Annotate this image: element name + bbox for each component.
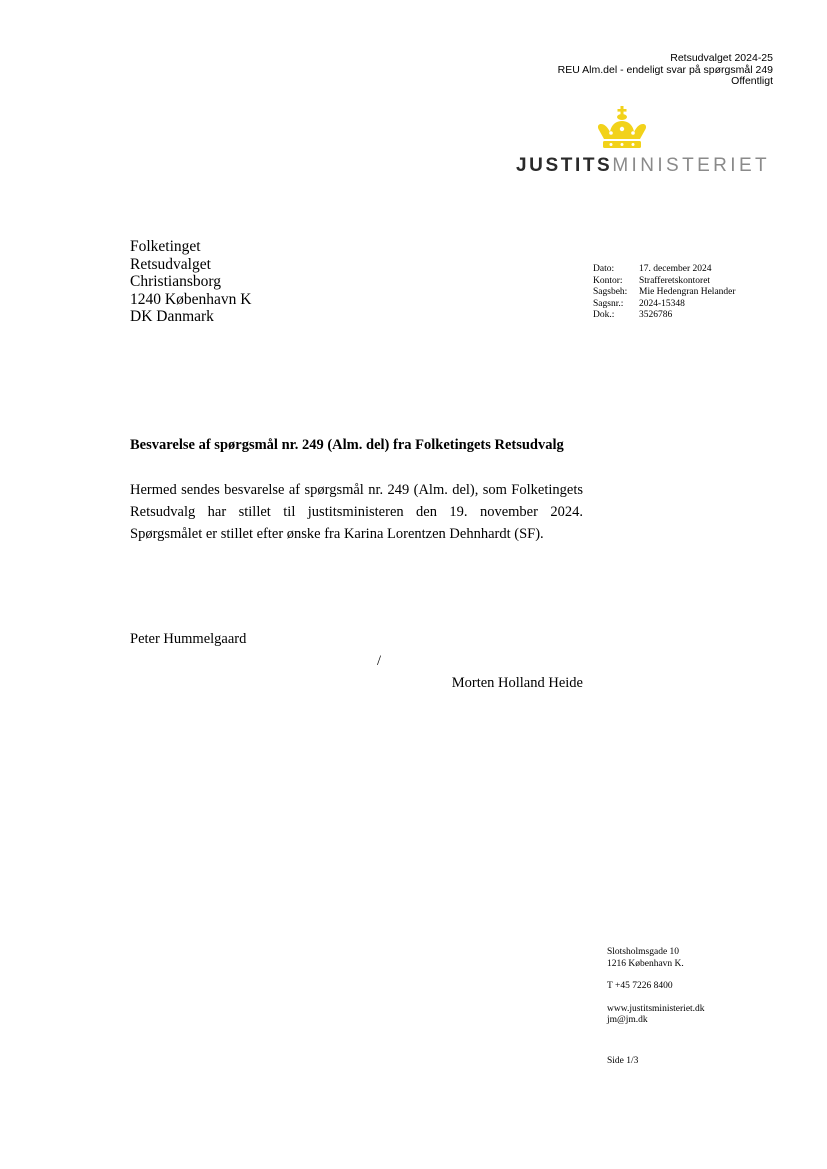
wordmark-part-1: JUSTITS	[516, 155, 613, 176]
wordmark-part-2: MINISTERIET	[612, 155, 771, 176]
meta-row-date	[593, 264, 736, 276]
stamp-line-3: Offentligt	[731, 75, 773, 87]
ministry-wordmark	[516, 155, 770, 177]
recipient-line: Retsudvalget	[130, 255, 211, 273]
meta-value: Strafferetskontoret	[639, 275, 711, 286]
footer-address-city: 1216 København K.	[607, 958, 684, 969]
meta-label: Kontor:	[593, 275, 623, 286]
meta-value: 17. december 2024	[639, 264, 712, 274]
meta-row-office	[593, 276, 736, 288]
page-number: Side 1/3	[607, 1056, 639, 1066]
letter-body: Hermed sendes besvarelse af spørgsmål nr. 249 (Alm. del), som Folketingets Retsudvalg har stillet til justitsministeren den 19. november 2024. Spørgsmålet er stillet efter ønske fra Karina Lorentzen Dehnhardt (SF).	[130, 482, 583, 542]
meta-row-case-number	[593, 299, 736, 311]
footer-phone: T +45 7226 8400	[607, 981, 673, 991]
document-stamp	[558, 53, 773, 88]
meta-label: Dok.:	[593, 310, 615, 321]
recipient-address	[130, 238, 251, 326]
ministry-contact-footer	[607, 947, 705, 1027]
meta-row-document	[593, 310, 736, 322]
meta-value: Mie Hedengran Helander	[639, 287, 736, 298]
meta-label: Sagsnr.:	[593, 298, 624, 309]
meta-label: Sagsbeh:	[593, 287, 628, 298]
recipient-line: 1240 København K	[130, 290, 252, 308]
signatory-official: Morten Holland Heide	[451, 675, 583, 691]
signature-separator: /	[377, 653, 382, 669]
stamp-line-1: Retsudvalget 2024-25	[670, 52, 773, 64]
meta-label: Dato:	[593, 264, 615, 274]
footer-email-link[interactable]: jm@jm.dk	[607, 1015, 648, 1025]
meta-value: 2024-15348	[639, 298, 685, 309]
case-metadata	[593, 264, 736, 322]
meta-value: 3526786	[639, 310, 673, 321]
footer-website-link[interactable]: www.justitsministeriet.dk	[607, 1003, 705, 1014]
recipient-line: Folketinget	[130, 238, 201, 255]
royal-crown-icon	[597, 106, 647, 150]
recipient-line: DK Danmark	[130, 308, 214, 325]
footer-address-street: Slotsholmsgade 10	[607, 947, 680, 957]
meta-row-caseworker	[593, 287, 736, 299]
recipient-line: Christiansborg	[130, 273, 221, 290]
letter-subject: Besvarelse af spørgsmål nr. 249 (Alm. del) fra Folketingets Retsudvalg	[130, 437, 564, 453]
stamp-line-2: REU Alm.del - endeligt svar på spørgsmål 249	[557, 63, 773, 76]
signatory-minister: Peter Hummelgaard	[130, 631, 247, 647]
